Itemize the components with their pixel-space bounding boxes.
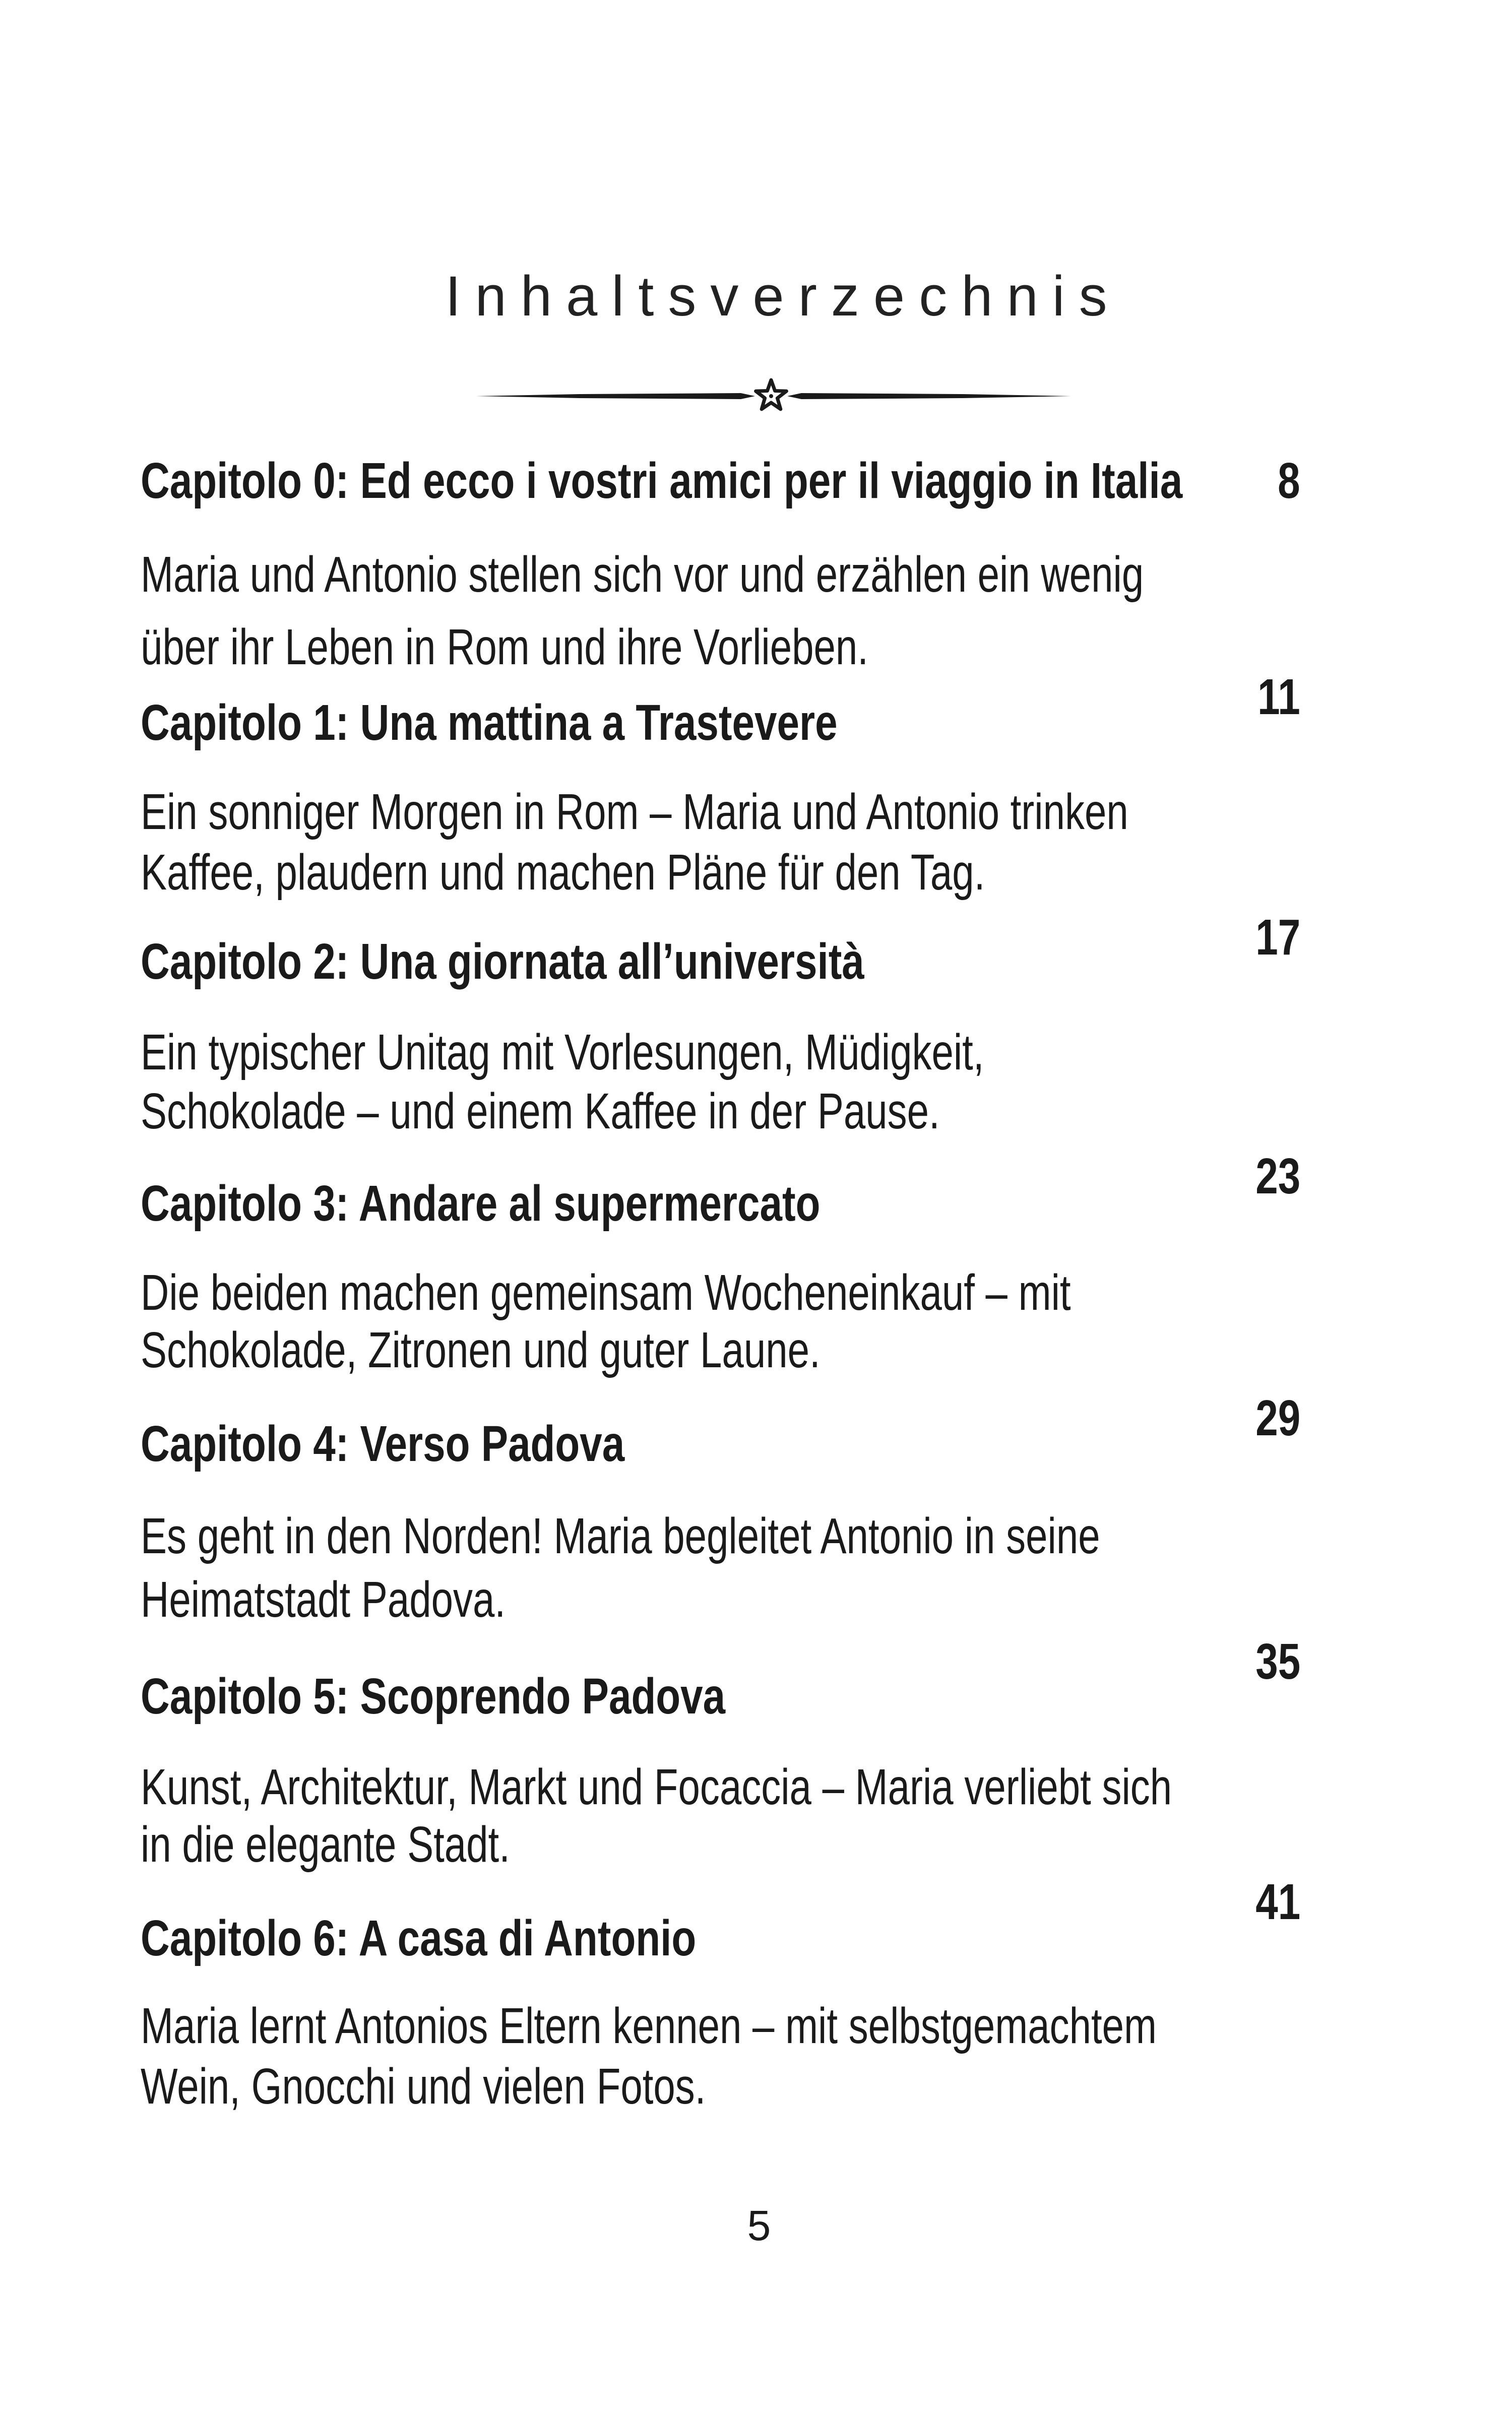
chapter-description-line: Maria lernt Antonios Eltern kennen – mit selbstgemachtem xyxy=(141,1998,1157,2054)
chapter-description-line: Heimatstadt Padova. xyxy=(141,1571,506,1628)
divider-line-left xyxy=(476,393,755,399)
chapter-page-number: 17 xyxy=(1255,909,1300,966)
page-title: Inhaltsverzechnis xyxy=(445,265,1121,328)
chapter-description-line: Wein, Gnocchi und vielen Fotos. xyxy=(141,2058,706,2115)
chapter-description-line: Es geht in den Norden! Maria begleitet Antonio in seine xyxy=(141,1508,1100,1564)
chapter-description-line: Kaffee, plaudern und machen Pläne für den Tag. xyxy=(141,844,985,901)
chapter-heading: Capitolo 5: Scoprendo Padova xyxy=(141,1668,726,1725)
star-divider-icon xyxy=(454,368,1109,428)
chapter-page-number: 35 xyxy=(1255,1633,1300,1690)
chapter-heading: Capitolo 2: Una giornata all’università xyxy=(141,933,864,990)
chapter-page-number: 11 xyxy=(1257,669,1300,725)
chapter-heading: Capitolo 3: Andare al supermercato xyxy=(141,1175,821,1232)
chapter-description-line: Die beiden machen gemeinsam Wocheneinkauf – mit xyxy=(141,1264,1071,1321)
page-number: 5 xyxy=(747,2202,771,2249)
chapter-page-number: 8 xyxy=(1278,453,1300,509)
chapter-page-number: 23 xyxy=(1255,1148,1300,1204)
chapter-heading: Capitolo 4: Verso Padova xyxy=(141,1416,625,1472)
chapter-description-line: Maria und Antonio stellen sich vor und erzählen ein wenig xyxy=(141,546,1144,603)
chapter-description-line: Ein typischer Unitag mit Vorlesungen, Müdigkeit, xyxy=(141,1024,984,1080)
chapter-page-number: 41 xyxy=(1255,1874,1300,1930)
chapter-description-line: Schokolade – und einem Kaffee in der Pause. xyxy=(141,1083,940,1139)
chapter-heading: Capitolo 6: A casa di Antonio xyxy=(141,1910,697,1966)
divider-line-right xyxy=(787,393,1071,399)
chapter-heading: Capitolo 1: Una mattina a Trastevere xyxy=(141,694,838,751)
chapter-description-line: Schokolade, Zitronen und guter Laune. xyxy=(141,1322,821,1378)
chapter-heading: Capitolo 0: Ed ecco i vostri amici per il viaggio in Italia xyxy=(141,453,1183,509)
chapter-description-line: Kunst, Architektur, Markt und Focaccia – Maria verliebt sich xyxy=(141,1759,1172,1815)
chapter-description-line: in die elegante Stadt. xyxy=(141,1816,510,1873)
chapter-page-number: 29 xyxy=(1255,1390,1300,1446)
star-center-dot xyxy=(769,394,773,398)
chapter-description-line: über ihr Leben in Rom und ihre Vorlieben. xyxy=(141,619,868,675)
chapter-description-line: Ein sonniger Morgen in Rom – Maria und Antonio trinken xyxy=(141,784,1128,840)
